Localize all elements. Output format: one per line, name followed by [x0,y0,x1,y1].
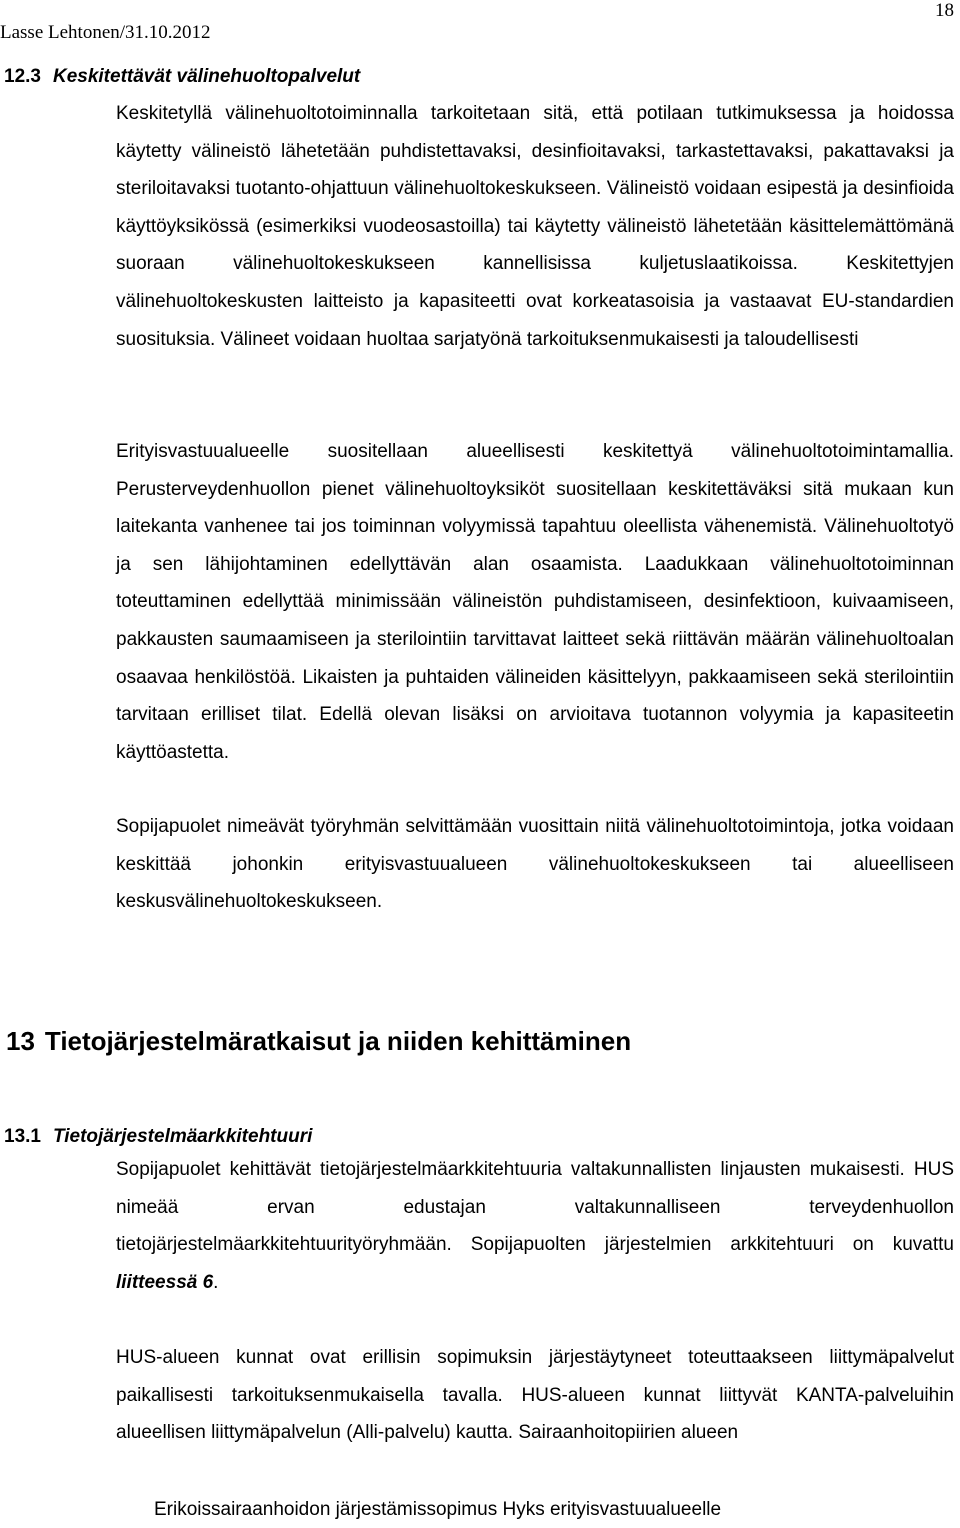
section-13-1-heading [4,1126,312,1148]
page-footer: Erikoissairaanhoidon järjestämissopimus Hyks erityisvastuualueelle [154,1499,722,1520]
section-13-1-number: 13.1 [4,1126,41,1147]
section-13-title: Tietojärjestelmäratkaisut ja niiden kehittäminen [44,1026,632,1056]
section-13-heading [6,1026,631,1057]
section-13-1-paragraph-2: HUS-alueen kunnat ovat erillisin sopimuksin järjestäytyneet toteuttaakseen liittymäpalvelut paikallisesti tarkoituksenmukaisella tavalla. HUS-alueen kunnat liittyvät KANTA-palveluihin alueellisen liittymäpalvelun (Alli-palvelu) kautta. Sairaanhoitopiirien alueen [116,1347,954,1444]
section-13-number: 13 [6,1026,35,1056]
section-12-3-paragraph-2: Erityisvastuualueelle suositellaan alueellisesti keskitettyä välinehuoltotoimintamallia. Perusterveydenhuollon pienet välinehuoltoyksiköt suositellaan keskitettäväksi sitä mukaan kun laitekanta vanhenee tai jos toiminnan volyymissä tapahtuu oleellista vähenemistä. Välinehuoltotyö ja sen lähijohtaminen edellyttävän alan osaamista. Laadukkaan välinehuoltotoiminnan toteuttaminen edellyttää minimissään välineistön puhdistamiseen, desinfektioon, kuivaamiseen, pakkausten saumaamiseen ja sterilointiin tarvittavat laitteet sekä riittävän määrän välinehuoltoalan osaavaa henkilöstöä. Likaisten ja puhtaiden välineiden käsittelyyn, pakkaamiseen sekä sterilointiin tarvitaan erilliset tilat. Edellä olevan lisäksi on arvioitava tuotannon volyymia ja kapasiteetin käyttöastetta. [116,441,954,763]
section-13-1-paragraph-1-text: Sopijapuolet kehittävät tietojärjestelmäarkkitehtuuria valtakunnallisten linjausten mukaisesti. HUS nimeää ervan edustajan valtakunnalliseen terveydenhuollon tietojärjestelmäarkkitehtuurityöryhmään. Sopijapuolten järjestelmien arkkitehtuuri on kuvattu [116,1159,954,1256]
section-12-3-heading [4,66,360,88]
section-13-1-paragraph-1-end: . [213,1271,219,1293]
header-author-date: Lasse Lehtonen/31.10.2012 [0,22,211,43]
appendix-6-reference: liitteessä 6 [116,1271,214,1293]
section-12-3-number: 12.3 [4,66,41,87]
section-12-3-paragraph-3: Sopijapuolet nimeävät työryhmän selvittämään vuosittain niitä välinehuoltotoimintoja, jotka voidaan keskittää johonkin erityisvastuualueen välinehuoltokeskukseen tai alueelliseen keskusvälinehuoltokeskukseen. [116,816,954,913]
section-12-3-paragraph-1: Keskitetyllä välinehuoltotoiminnalla tarkoitetaan sitä, että potilaan tutkimuksessa ja hoidossa käytetty välineistö lähetetään puhdistettavaksi, desinfioitavaksi, tarkastettavaksi, pakattavaksi ja steriloitavaksi tuotanto-ohjattuun välinehuoltokeskukseen. Välineistö voidaan esipestä ja desinfioida käyttöyksikössä (esimerkiksi vuodeosastoilla) tai käytetty välineistö lähetetään käsittelemättömänä suoraan välinehuoltokeskukseen kannellisissa kuljetuslaatikoissa. Keskitettyjen välinehuoltokeskusten laitteisto ja kapasiteetti ovat korkeatasoisia ja vastaavat EU-standardien suosituksia. Välineet voidaan huoltaa sarjatyönä tarkoituksenmukaisesti ja taloudellisesti [116,103,954,350]
page-number: 18 [935,0,954,21]
section-13-1-title: Tietojärjestelmäarkkitehtuuri [52,1126,313,1147]
section-13-1-paragraph-1 [116,1151,954,1301]
section-12-3-title: Keskitettävät välinehuoltopalvelut [52,66,361,87]
